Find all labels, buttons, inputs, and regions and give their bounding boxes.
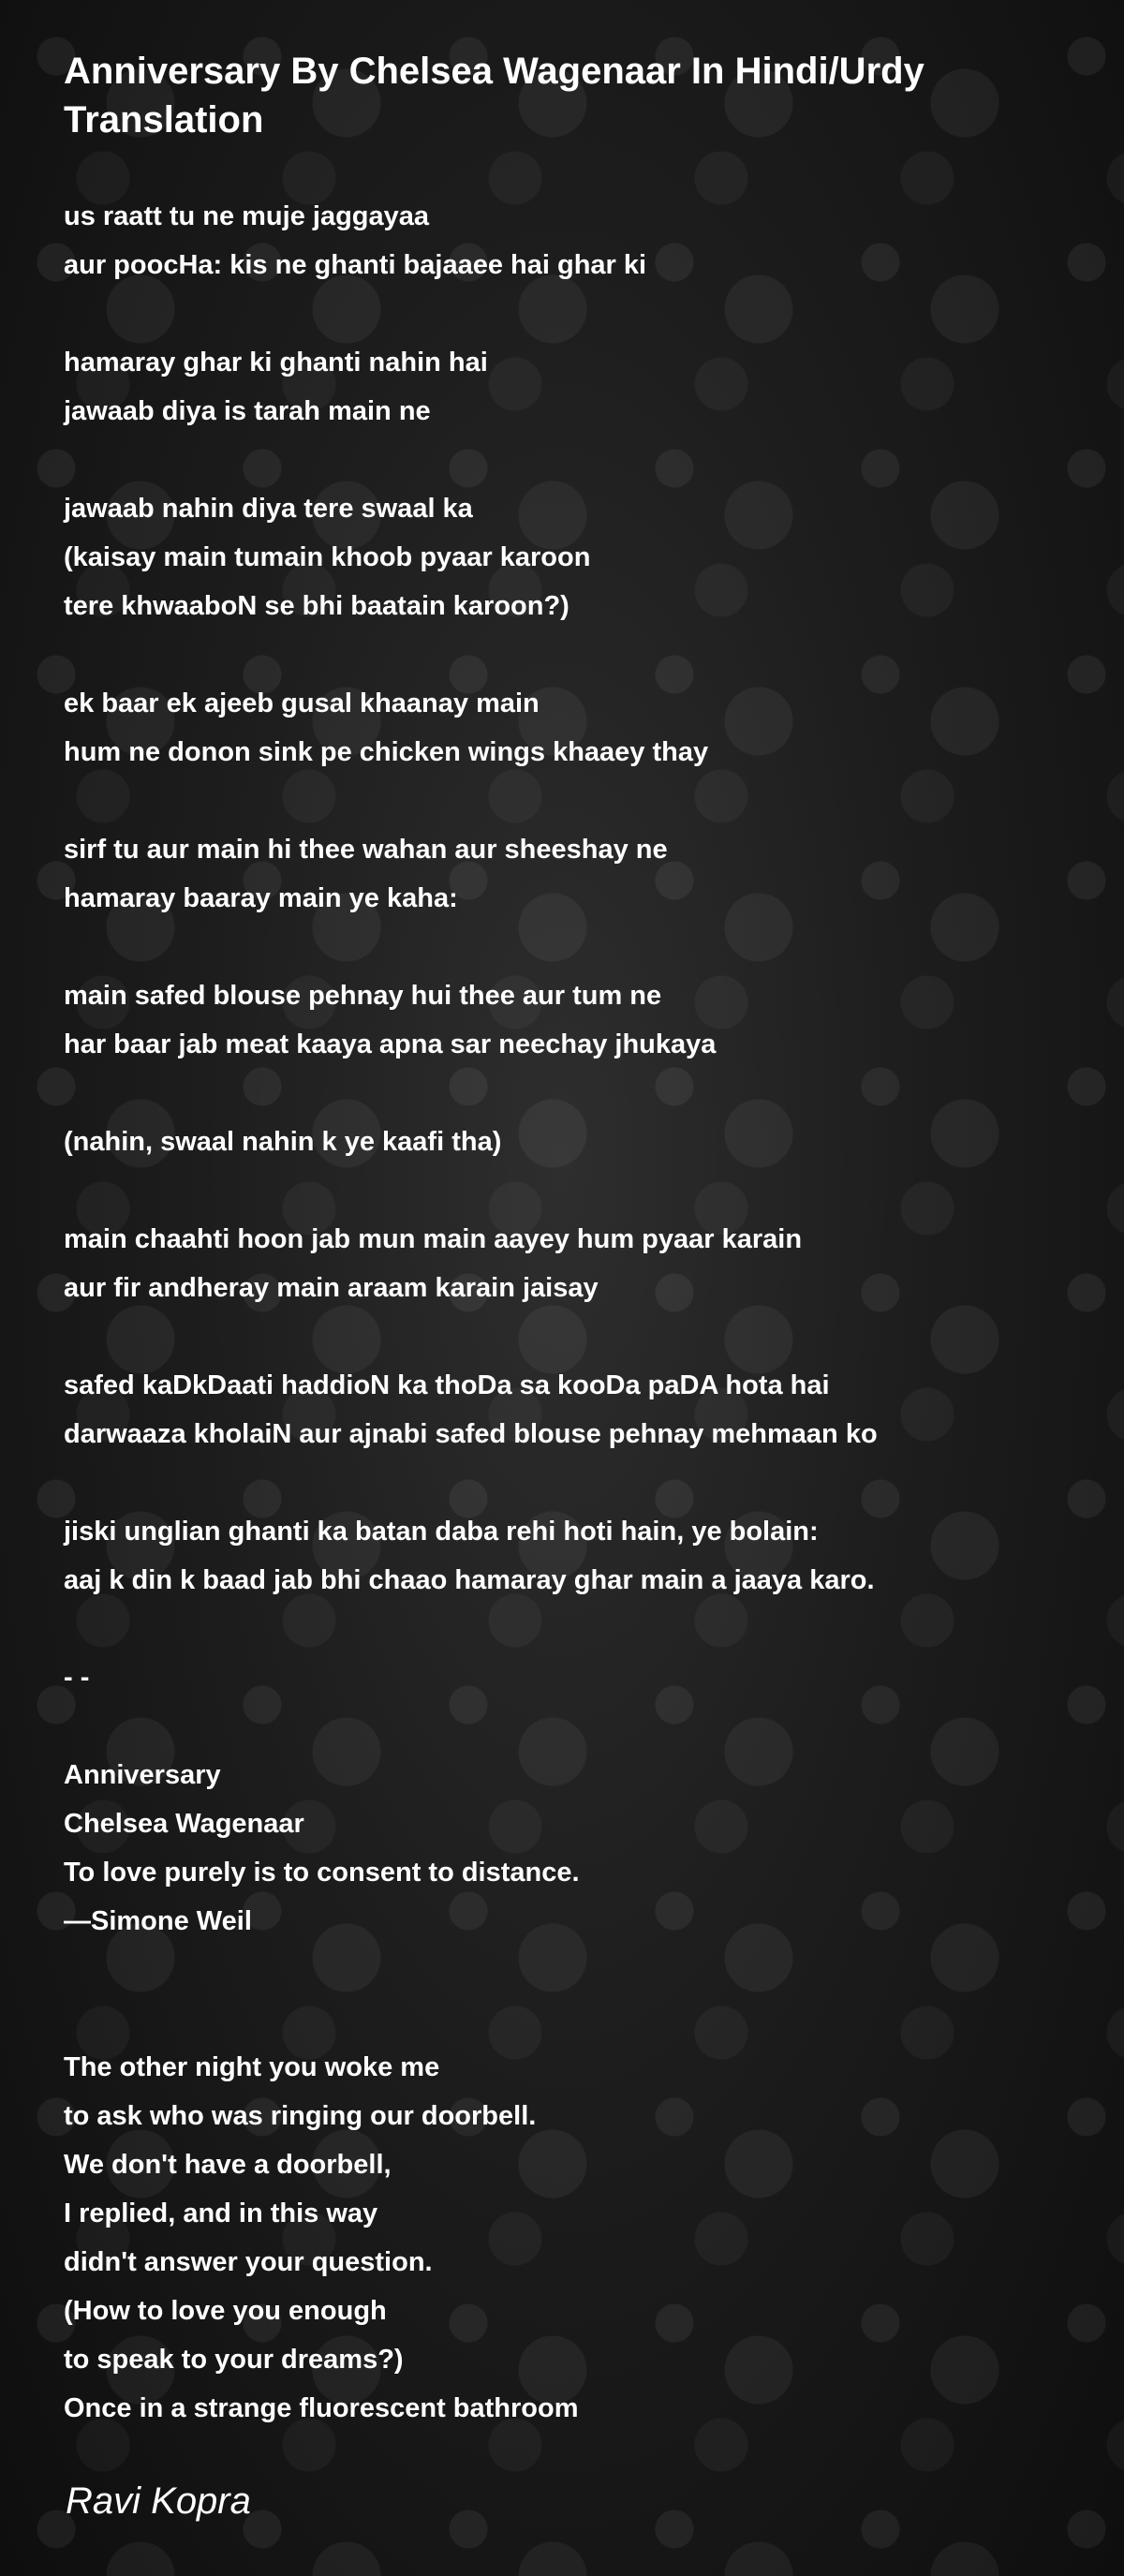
poem-line: to speak to your dreams?) [64,2345,404,2375]
poem-line: aaj k din k baad jab bhi chaao hamaray ghar main a jaaya karo. [64,1565,875,1595]
poem-line: aur fir andheray main araam karain jaisay [64,1273,599,1303]
poem-body [64,192,1075,2481]
stanza [64,825,1075,923]
poem-line: Once in a strange fluorescent bathroom [64,2393,579,2423]
poem-line: hum ne donon sink pe chicken wings khaaey thay [64,737,709,767]
stanza [64,1215,1075,1312]
poem-line: hamaray baaray main ye kaha: [64,883,458,913]
poem-title: Anniversary By Chelsea Wagenaar In Hindi/Urdy Translation [64,51,924,141]
stanza [64,1507,1075,1605]
stanza [64,338,1075,436]
poem-line: didn't answer your question. [64,2247,433,2277]
stanza [64,1751,1075,1994]
poem-line: (nahin, swaal nahin k ye kaafi tha) [64,1127,502,1157]
poem-line: to ask who was ringing our doorbell. [64,2101,537,2131]
poem-line: I replied, and in this way [64,2198,378,2228]
poem-line: —Simone Weil [64,1906,252,1936]
poem-line: us raatt tu ne muje jaggayaa [64,201,430,231]
poem-line: We don't have a doorbell, [64,2150,392,2180]
poem-line: jiski unglian ghanti ka batan daba rehi hoti hain, ye bolain: [64,1517,819,1547]
poem-line: aur poocHa: kis ne ghanti bajaaee hai ghar ki [64,250,647,280]
stanza [64,2043,1075,2433]
poem-line: safed kaDkDaati haddioN ka thoDa sa kooDa paDA hota hai [64,1370,830,1400]
stanza [64,484,1075,630]
poem-line: darwaaza kholaiN aur ajnabi safed blouse pehnay mehmaan ko [64,1419,878,1449]
poem-line [64,1946,1075,1994]
translator-signature: Ravi Kopra [66,2480,251,2522]
poem-line: main safed blouse pehnay hui thee aur tum ne [64,981,662,1011]
poem-line: - - [64,1663,90,1693]
poem-line: Anniversary [64,1760,221,1790]
stanza [64,679,1075,777]
poem-line: tere khwaaboN se bhi baatain karoon?) [64,591,569,621]
stanza [64,192,1075,289]
stanza [64,1361,1075,1458]
stanza [64,1118,1075,1166]
poem-line: ek baar ek ajeeb gusal khaanay main [64,688,540,718]
poem-line: To love purely is to consent to distance. [64,1858,580,1888]
poem-line: The other night you woke me [64,2052,440,2082]
poem-line: jawaab diya is tarah main ne [64,396,431,426]
poem-line: (kaisay main tumain khoob pyaar karoon [64,542,591,572]
poem-line: main chaahti hoon jab mun main aayey hum pyaar karain [64,1224,803,1254]
poem-line: har baar jab meat kaaya apna sar neechay jhukaya [64,1029,717,1059]
poem-line: hamaray ghar ki ghanti nahin hai [64,348,488,378]
poem-line: sirf tu aur main hi thee wahan aur sheeshay ne [64,835,668,865]
poem-line: jawaab nahin diya tere swaal ka [64,494,473,524]
stanza [64,1653,1075,1702]
stanza [64,971,1075,1069]
poem-line: Chelsea Wagenaar [64,1809,304,1839]
poem-line: (How to love you enough [64,2296,387,2326]
